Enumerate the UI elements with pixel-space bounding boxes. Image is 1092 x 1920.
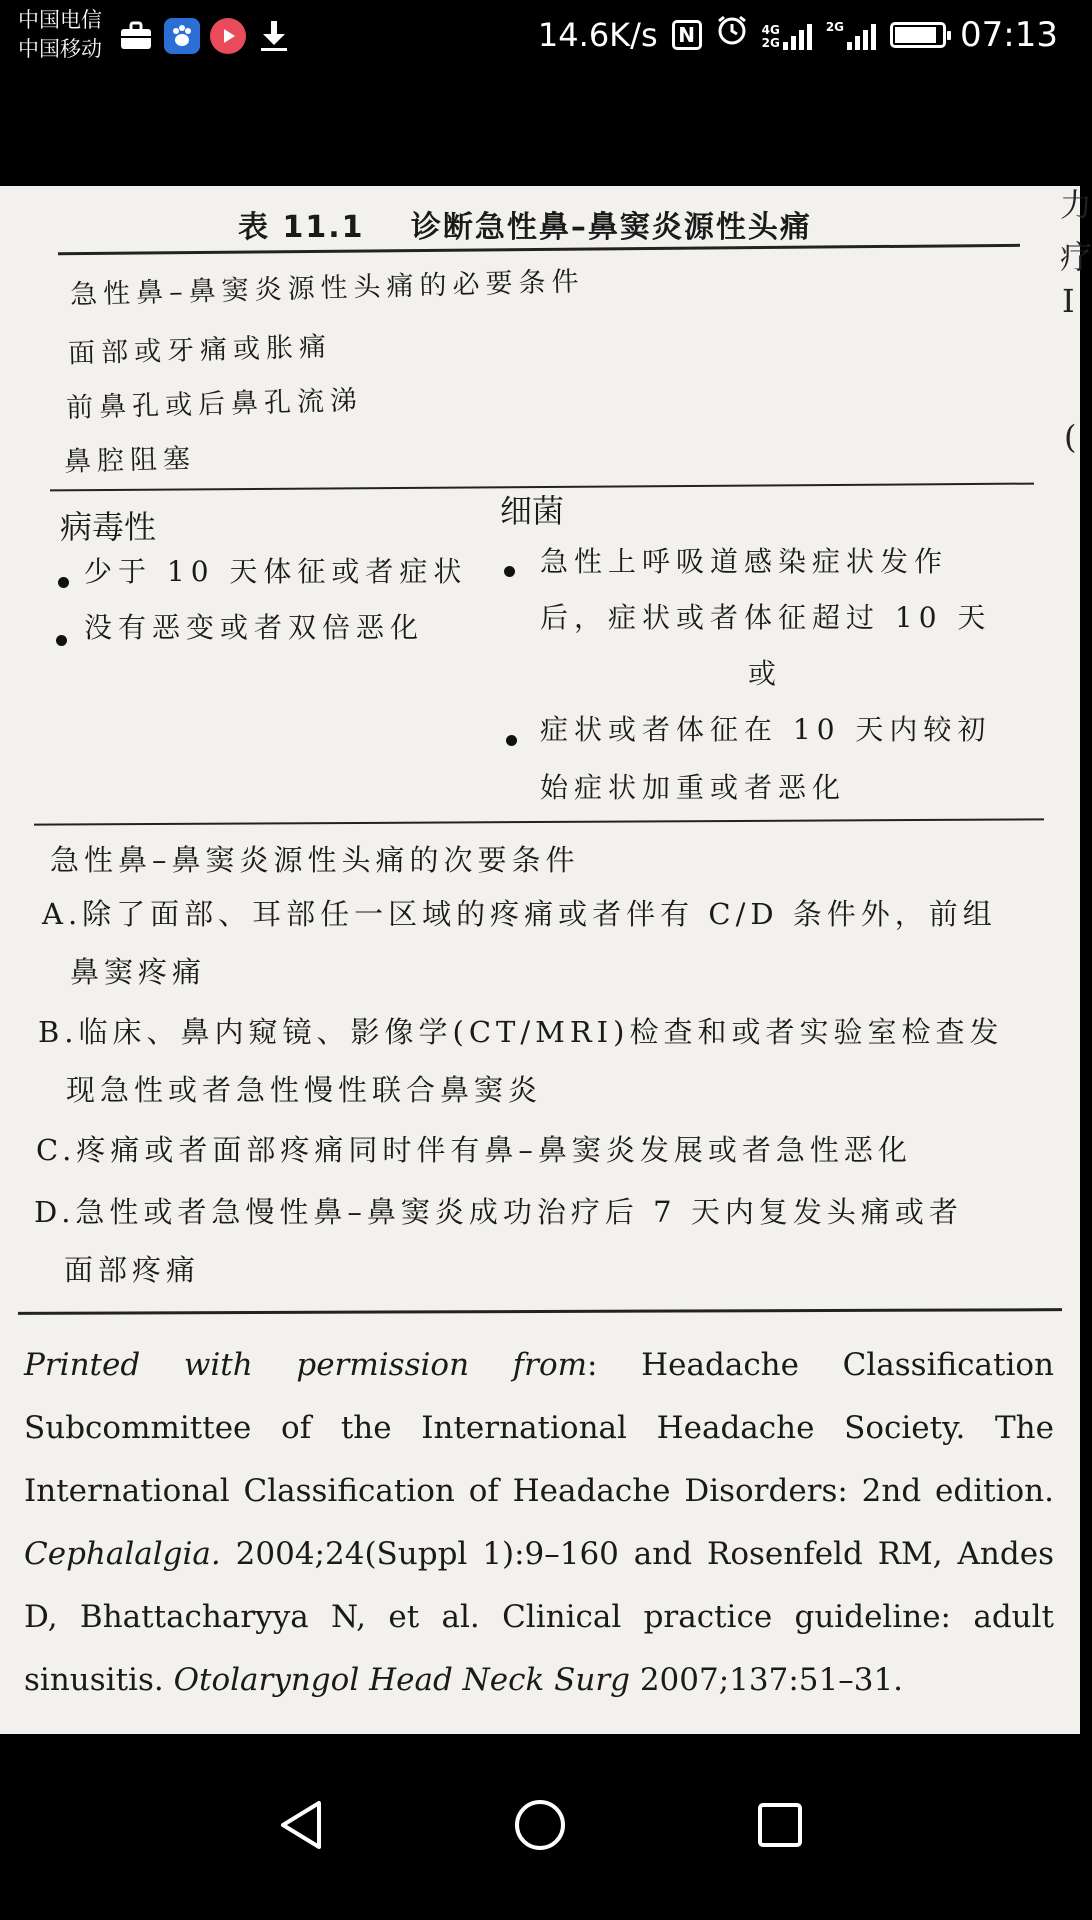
minor-c-line-1: C.疼痛或者面部疼痛同时伴有鼻–鼻窦炎发展或者急性恶化 xyxy=(36,1133,912,1167)
home-button[interactable] xyxy=(505,1790,575,1860)
bacterial-item-2-line-2: 始症状加重或者恶化 xyxy=(540,771,847,804)
navigation-bar xyxy=(0,1734,1080,1920)
bullet-dot xyxy=(58,577,69,588)
network-type-1: 4G 2G xyxy=(761,22,780,50)
network-type-2: 2G xyxy=(825,19,845,34)
minor-d-line-2: 面部疼痛 xyxy=(64,1253,201,1287)
edge-char-3: I xyxy=(1062,282,1075,320)
viral-header: 病毒性 xyxy=(60,508,157,546)
bullet-dot xyxy=(506,735,517,746)
signal-group-2 xyxy=(826,20,876,50)
rule-columns xyxy=(34,818,1044,825)
carrier-2: 中国移动 xyxy=(18,37,102,61)
video-app-icon xyxy=(210,18,246,54)
back-triangle-icon xyxy=(277,1799,325,1851)
bacterial-item-1-line-1: 急性上呼吸道感染症状发作 xyxy=(540,545,949,578)
required-item-3: 鼻腔阻塞 xyxy=(63,443,197,478)
status-bar xyxy=(0,0,1080,80)
nfc-icon xyxy=(672,20,702,50)
battery-icon xyxy=(890,22,946,48)
required-item-2: 前鼻孔或后鼻孔流涕 xyxy=(65,385,364,424)
notification-icons xyxy=(118,18,292,54)
bullet-dot xyxy=(56,635,67,646)
status-right xyxy=(538,14,1058,55)
signal-group-1 xyxy=(762,20,812,50)
download-icon xyxy=(256,18,292,54)
recents-square-icon xyxy=(756,1801,804,1849)
viral-item-2: 没有恶变或者双倍恶化 xyxy=(84,611,425,644)
required-item-1: 面部或牙痛或胀痛 xyxy=(67,331,333,370)
signal-icon-2 xyxy=(847,20,876,50)
minor-d-line-1: D.急性或者急慢性鼻–鼻窦炎成功治疗后 7 天内复发头痛或者 xyxy=(34,1195,963,1229)
edge-char-2: 疗 xyxy=(1060,238,1092,276)
bacterial-item-1-line-2: 后，症状或者体征超过 10 天 xyxy=(540,601,992,634)
required-header: 急性鼻–鼻窦炎源性头痛的必要条件 xyxy=(69,266,585,311)
minor-b-line-1: B.临床、鼻内窥镜、影像学(CT/MRI)检查和或者实验室检查发 xyxy=(38,1015,1004,1049)
baidu-paw-icon xyxy=(164,18,200,54)
bullet-dot xyxy=(504,566,515,577)
viral-item-1: 少于 10 天体征或者症状 xyxy=(84,555,468,588)
citation-lead: Printed with permission from xyxy=(24,1347,588,1383)
minor-a-line-2: 鼻窦疼痛 xyxy=(70,955,207,989)
minor-header: 急性鼻–鼻窦炎源性头痛的次要条件 xyxy=(50,843,580,877)
home-circle-icon xyxy=(513,1798,567,1852)
citation-journal-2: Otolaryngol Head Neck Surg xyxy=(173,1662,630,1698)
citation-journal-1: Cephalalgia. xyxy=(24,1536,221,1572)
table-caption xyxy=(238,202,812,246)
caption-number: 表 11.1 xyxy=(238,210,365,245)
briefcase-icon xyxy=(118,18,154,54)
net-speed: 14.6K/s xyxy=(537,15,658,54)
recents-button[interactable] xyxy=(745,1790,815,1860)
minor-a-line-1: A.除了面部、耳部任一区域的疼痛或者伴有 C/D 条件外，前组 xyxy=(42,897,997,931)
edge-char-1: 力 xyxy=(1060,186,1092,224)
edge-char-4: ( xyxy=(1064,418,1077,456)
minor-b-line-2: 现急性或者急性慢性联合鼻窦炎 xyxy=(66,1073,543,1107)
carrier-labels xyxy=(18,6,102,64)
clock: 07:13 xyxy=(960,14,1058,55)
signal-icon xyxy=(783,20,812,50)
citation-text: Printed with permission from: Headache Classification Subcommittee of the International Headache Society. The International Classification of Headache Disorders: 2nd edition. Cephalalgia. 2004;24(Suppl 1):9–160 and Rosenfeld RM, Andes D, Bhattacharyya N, et al. Clinical practice guideline: adult sinusitis. Otolaryngol Head Neck Surg 2007;137:51–31. xyxy=(24,1347,1055,1698)
bacterial-header: 细菌 xyxy=(500,492,565,530)
bacterial-item-2-line-1: 症状或者体征在 10 天内较初 xyxy=(540,713,992,746)
caption-title: 诊断急性鼻–鼻窦炎源性头痛 xyxy=(410,210,812,245)
bottom-rule xyxy=(18,1308,1062,1315)
carrier-1: 中国电信 xyxy=(18,8,102,32)
back-button[interactable] xyxy=(266,1790,336,1860)
bacterial-or: 或 xyxy=(748,657,783,690)
alarm-icon xyxy=(716,14,748,55)
nfc-label: N xyxy=(678,22,695,47)
photo-content xyxy=(0,186,1092,1734)
citation xyxy=(24,1334,1054,1712)
